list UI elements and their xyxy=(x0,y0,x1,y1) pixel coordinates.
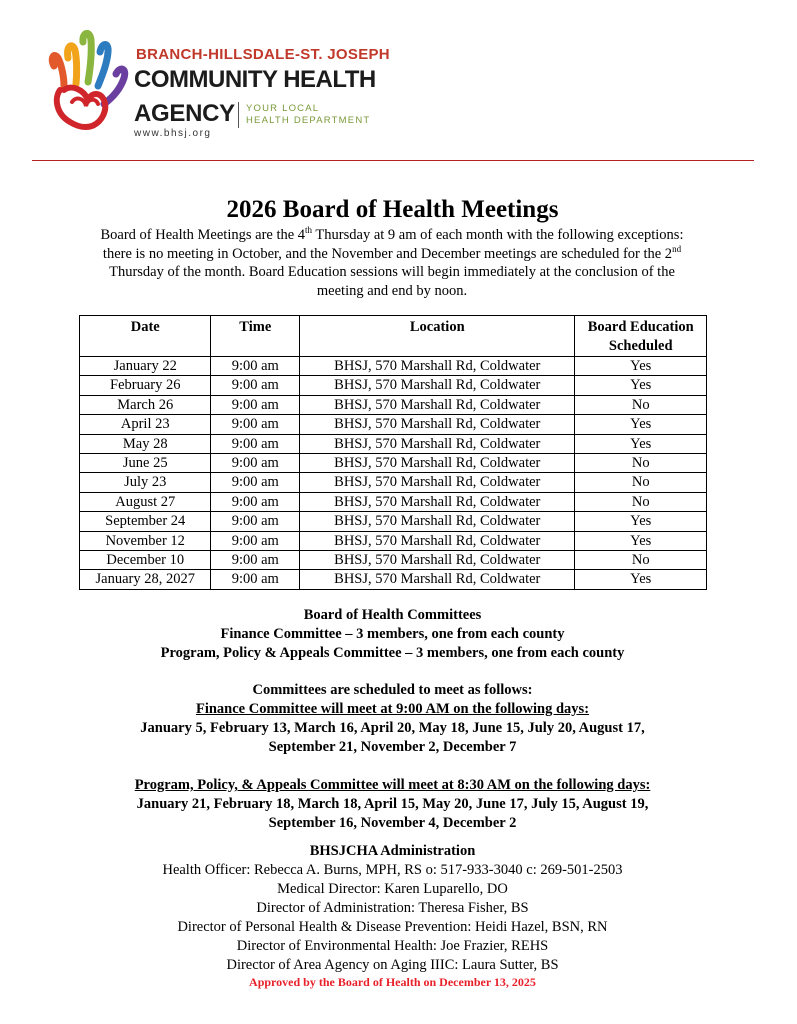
finance-dates-1: January 5, February 13, March 16, April 20, May 18, June 15, July 20, August 17, xyxy=(140,720,645,736)
date-cell: February 26 xyxy=(80,376,211,395)
board-education-cell: Yes xyxy=(575,570,707,589)
board-education-cell: No xyxy=(575,473,707,492)
time-cell: 9:00 am xyxy=(211,512,300,531)
header-date: Date xyxy=(80,316,211,357)
date-cell: November 12 xyxy=(80,531,211,550)
committees-section xyxy=(0,606,785,663)
time-cell: 9:00 am xyxy=(211,473,300,492)
table-row xyxy=(80,376,707,395)
location-cell: BHSJ, 570 Marshall Rd, Coldwater xyxy=(300,395,575,414)
intro-sup-1: th xyxy=(305,225,313,236)
time-cell: 9:00 am xyxy=(211,376,300,395)
location-cell: BHSJ, 570 Marshall Rd, Coldwater xyxy=(300,512,575,531)
header-location: Location xyxy=(300,316,575,357)
table-row xyxy=(80,473,707,492)
location-cell: BHSJ, 570 Marshall Rd, Coldwater xyxy=(300,473,575,492)
time-cell: 9:00 am xyxy=(211,415,300,434)
board-education-cell: Yes xyxy=(575,415,707,434)
finance-committee: Finance Committee – 3 members, one from each county xyxy=(220,626,565,642)
hand-heart-logo-icon xyxy=(42,28,134,132)
location-cell: BHSJ, 570 Marshall Rd, Coldwater xyxy=(300,492,575,511)
header-edu-line1: Board Education xyxy=(587,319,694,335)
meetings-table xyxy=(79,315,707,590)
intro-text-3: Thursday of the month. Board Education sessions will begin immediately at the conclusion of the meeting and end by noon. xyxy=(109,264,675,299)
time-cell: 9:00 am xyxy=(211,570,300,589)
org-name-line1: BRANCH-HILLSDALE-ST. JOSEPH xyxy=(136,46,390,63)
program-schedule-heading: Program, Policy, & Appeals Committee will meet at 8:30 AM on the following days: xyxy=(134,777,651,793)
schedule-section xyxy=(0,681,785,833)
date-cell: August 27 xyxy=(80,492,211,511)
program-dates-1: January 21, February 18, March 18, April 15, May 20, June 17, July 15, August 19, xyxy=(136,796,649,812)
program-committee: Program, Policy & Appeals Committee – 3 members, one from each county xyxy=(160,645,625,661)
logo-tagline-1: YOUR LOCAL xyxy=(246,103,320,114)
admin-line-environmental-health: Director of Environmental Health: Joe Frazier, REHS xyxy=(236,938,549,954)
date-cell: December 10 xyxy=(80,550,211,569)
board-education-cell: Yes xyxy=(575,376,707,395)
time-cell: 9:00 am xyxy=(211,531,300,550)
finance-dates-2: September 21, November 2, December 7 xyxy=(268,739,517,755)
org-name-line2: COMMUNITY HEALTH xyxy=(134,66,376,93)
board-education-cell: Yes xyxy=(575,512,707,531)
table-row xyxy=(80,415,707,434)
location-cell: BHSJ, 570 Marshall Rd, Coldwater xyxy=(300,357,575,376)
location-cell: BHSJ, 570 Marshall Rd, Coldwater xyxy=(300,550,575,569)
program-dates-2: September 16, November 4, December 2 xyxy=(268,815,517,831)
time-cell: 9:00 am xyxy=(211,492,300,511)
date-cell: March 26 xyxy=(80,395,211,414)
header-time: Time xyxy=(211,316,300,357)
admin-line-health-officer: Health Officer: Rebecca A. Burns, MPH, RS o: 517-933-3040 c: 269-501-2503 xyxy=(162,862,623,878)
board-education-cell: Yes xyxy=(575,357,707,376)
location-cell: BHSJ, 570 Marshall Rd, Coldwater xyxy=(300,570,575,589)
table-body xyxy=(80,357,707,590)
logo-tagline-2: HEALTH DEPARTMENT xyxy=(246,115,371,126)
intro-text-1: Board of Health Meetings are the 4 xyxy=(100,227,306,243)
header-divider xyxy=(32,160,754,161)
schedule-heading: Committees are scheduled to meet as follows: xyxy=(252,682,533,698)
location-cell: BHSJ, 570 Marshall Rd, Coldwater xyxy=(300,453,575,472)
board-education-cell: Yes xyxy=(575,531,707,550)
time-cell: 9:00 am xyxy=(211,395,300,414)
date-cell: April 23 xyxy=(80,415,211,434)
location-cell: BHSJ, 570 Marshall Rd, Coldwater xyxy=(300,415,575,434)
admin-heading: BHSJCHA Administration xyxy=(309,843,476,859)
table-row xyxy=(80,531,707,550)
finance-schedule-heading: Finance Committee will meet at 9:00 AM on the following days: xyxy=(195,701,590,717)
table-header-row xyxy=(80,316,707,357)
approval-note: Approved by the Board of Health on December 13, 2025 xyxy=(249,975,536,989)
location-cell: BHSJ, 570 Marshall Rd, Coldwater xyxy=(300,434,575,453)
board-education-cell: No xyxy=(575,492,707,511)
time-cell: 9:00 am xyxy=(211,550,300,569)
committees-heading: Board of Health Committees xyxy=(303,607,482,623)
table-row xyxy=(80,492,707,511)
board-education-cell: No xyxy=(575,453,707,472)
table-row xyxy=(80,395,707,414)
location-cell: BHSJ, 570 Marshall Rd, Coldwater xyxy=(300,376,575,395)
time-cell: 9:00 am xyxy=(211,357,300,376)
org-name-line3: AGENCY xyxy=(134,100,235,127)
date-cell: May 28 xyxy=(80,434,211,453)
table-row xyxy=(80,512,707,531)
admin-line-administration: Director of Administration: Theresa Fisher, BS xyxy=(256,900,529,916)
intro-sup-2: nd xyxy=(672,243,682,254)
website-url: www.bhsj.org xyxy=(134,128,212,139)
date-cell: June 25 xyxy=(80,453,211,472)
admin-line-medical-director: Medical Director: Karen Luparello, DO xyxy=(277,881,508,897)
intro-text-2: Thursday at 9 am of each month with the following exceptions: there is no meeting in October, and the November and December meetings are scheduled for the 2 xyxy=(102,227,684,262)
table-row xyxy=(80,570,707,589)
time-cell: 9:00 am xyxy=(211,434,300,453)
table-row xyxy=(80,357,707,376)
board-education-cell: No xyxy=(575,550,707,569)
date-cell: July 23 xyxy=(80,473,211,492)
board-education-cell: Yes xyxy=(575,434,707,453)
location-cell: BHSJ, 570 Marshall Rd, Coldwater xyxy=(300,531,575,550)
date-cell: January 22 xyxy=(80,357,211,376)
agency-logo xyxy=(36,22,396,142)
admin-line-personal-health: Director of Personal Health & Disease Prevention: Heidi Hazel, BSN, RN xyxy=(177,919,608,935)
logo-divider xyxy=(238,102,239,128)
table-row xyxy=(80,453,707,472)
administration-section xyxy=(0,842,785,990)
spacer xyxy=(0,757,785,776)
admin-line-aging: Director of Area Agency on Aging IIIC: Laura Sutter, BS xyxy=(226,957,559,973)
page-title: 2026 Board of Health Meetings xyxy=(226,196,559,223)
date-cell: September 24 xyxy=(80,512,211,531)
date-cell: January 28, 2027 xyxy=(80,570,211,589)
intro-paragraph xyxy=(86,226,698,300)
header-board-education xyxy=(575,316,707,357)
time-cell: 9:00 am xyxy=(211,453,300,472)
table-row xyxy=(80,550,707,569)
header-edu-line2: Scheduled xyxy=(608,338,673,354)
table-row xyxy=(80,434,707,453)
board-education-cell: No xyxy=(575,395,707,414)
